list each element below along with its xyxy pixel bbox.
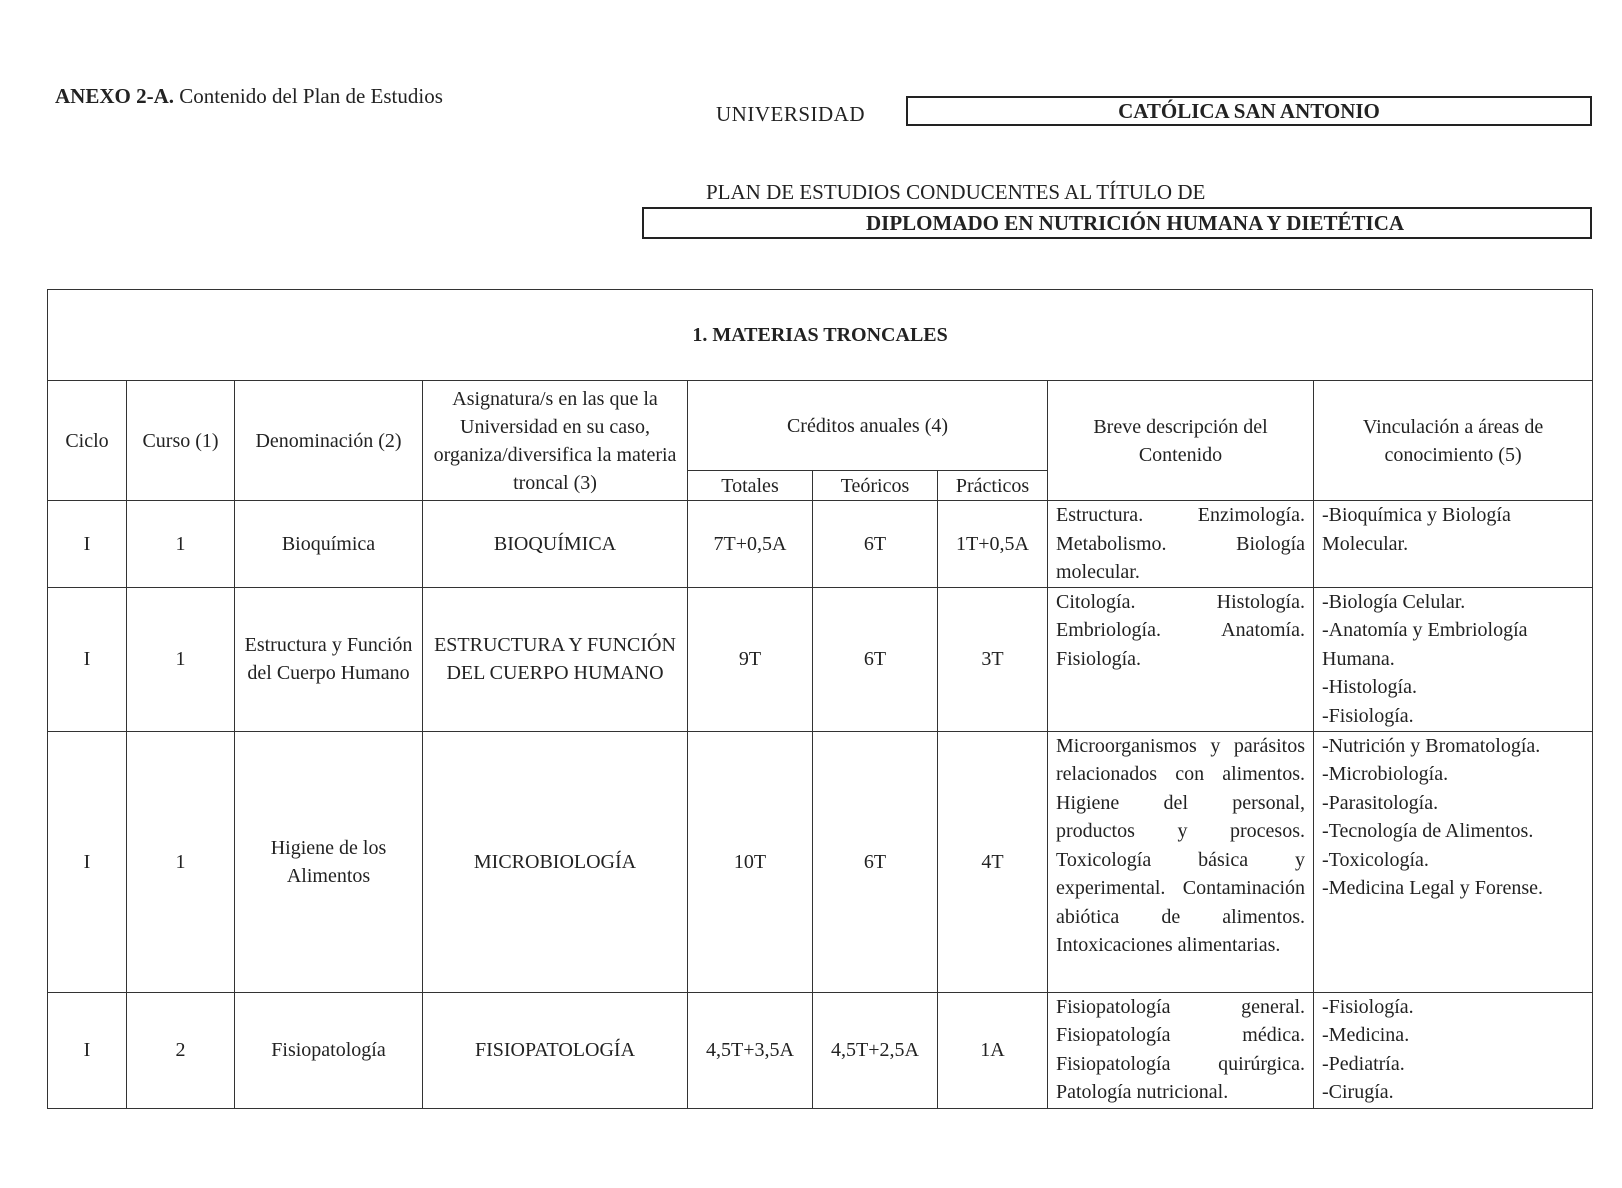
header-denominacion: Denominación (2)	[235, 381, 423, 501]
header-vinculacion: Vinculación a áreas de conocimiento (5)	[1314, 381, 1593, 501]
header-totales: Totales	[688, 471, 813, 501]
cell-totales: 10T	[688, 731, 813, 992]
header-teoricos: Teóricos	[813, 471, 938, 501]
troncales-table	[47, 289, 1593, 1109]
cell-areas: -Fisiología. -Medicina. -Pediatría. -Cirugía.	[1314, 992, 1593, 1108]
cell-descripcion: Citología. Histología. Embriología. Anatomía. Fisiología.	[1048, 587, 1314, 731]
cell-descripcion: Estructura. Enzimología. Metabolismo. Biología molecular.	[1048, 501, 1314, 588]
universidad-name: CATÓLICA SAN ANTONIO	[906, 96, 1592, 126]
cell-descripcion: Fisiopatología general. Fisiopatología médica. Fisiopatología quirúrgica. Patología nutricional.	[1048, 992, 1314, 1108]
plan-label: PLAN DE ESTUDIOS CONDUCENTES AL TÍTULO DE	[706, 180, 1206, 204]
cell-denominacion: Estructura y Función del Cuerpo Humano	[235, 587, 423, 731]
cell-curso: 2	[127, 992, 235, 1108]
cell-teoricos: 6T	[813, 731, 938, 992]
cell-denominacion: Higiene de los Alimentos	[235, 731, 423, 992]
annex-heading	[55, 84, 443, 109]
degree-title: DIPLOMADO EN NUTRICIÓN HUMANA Y DIETÉTICA	[642, 207, 1592, 239]
table-row	[48, 731, 1593, 992]
cell-teoricos: 6T	[813, 501, 938, 588]
header-ciclo: Ciclo	[48, 381, 127, 501]
header-curso: Curso (1)	[127, 381, 235, 501]
annex-label: ANEXO 2-A.	[55, 84, 174, 108]
cell-practicos: 1A	[938, 992, 1048, 1108]
cell-asignatura: MICROBIOLOGÍA	[423, 731, 688, 992]
cell-practicos: 1T+0,5A	[938, 501, 1048, 588]
cell-ciclo: I	[48, 587, 127, 731]
table-row	[48, 992, 1593, 1108]
cell-teoricos: 4,5T+2,5A	[813, 992, 938, 1108]
table-row	[48, 587, 1593, 731]
cell-asignatura: BIOQUÍMICA	[423, 501, 688, 588]
cell-totales: 4,5T+3,5A	[688, 992, 813, 1108]
universidad-label: UNIVERSIDAD	[716, 102, 865, 126]
cell-practicos: 3T	[938, 587, 1048, 731]
cell-ciclo: I	[48, 731, 127, 992]
cell-curso: 1	[127, 501, 235, 588]
cell-curso: 1	[127, 731, 235, 992]
section-title: 1. MATERIAS TRONCALES	[48, 290, 1593, 381]
header-practicos: Prácticos	[938, 471, 1048, 501]
cell-denominacion: Bioquímica	[235, 501, 423, 588]
cell-curso: 1	[127, 587, 235, 731]
cell-areas: -Nutrición y Bromatología. -Microbiología. -Parasitología. -Tecnología de Alimentos. -Toxicología. -Medicina Legal y Forense.	[1314, 731, 1593, 992]
cell-ciclo: I	[48, 992, 127, 1108]
header-asignaturas: Asignatura/s en las que la Universidad en su caso, organiza/diversifica la materia troncal (3)	[423, 381, 688, 501]
cell-areas: -Bioquímica y Biología Molecular.	[1314, 501, 1593, 588]
table-row	[48, 501, 1593, 588]
cell-practicos: 4T	[938, 731, 1048, 992]
cell-areas: -Biología Celular. -Anatomía y Embriología Humana. -Histología. -Fisiología.	[1314, 587, 1593, 731]
cell-asignatura: FISIOPATOLOGÍA	[423, 992, 688, 1108]
cell-totales: 7T+0,5A	[688, 501, 813, 588]
cell-descripcion: Microorganismos y parásitos relacionados con alimentos. Higiene del personal, productos y procesos. Toxicología básica y experimental. Contaminación abiótica de alimentos. Intoxicaciones alimentarias.	[1048, 731, 1314, 992]
cell-asignatura: ESTRUCTURA Y FUNCIÓN DEL CUERPO HUMANO	[423, 587, 688, 731]
cell-totales: 9T	[688, 587, 813, 731]
header-creditos: Créditos anuales (4)	[688, 381, 1048, 471]
cell-teoricos: 6T	[813, 587, 938, 731]
cell-ciclo: I	[48, 501, 127, 588]
header-descripcion: Breve descripción del Contenido	[1048, 381, 1314, 501]
annex-text: Contenido del Plan de Estudios	[174, 84, 443, 108]
cell-denominacion: Fisiopatología	[235, 992, 423, 1108]
